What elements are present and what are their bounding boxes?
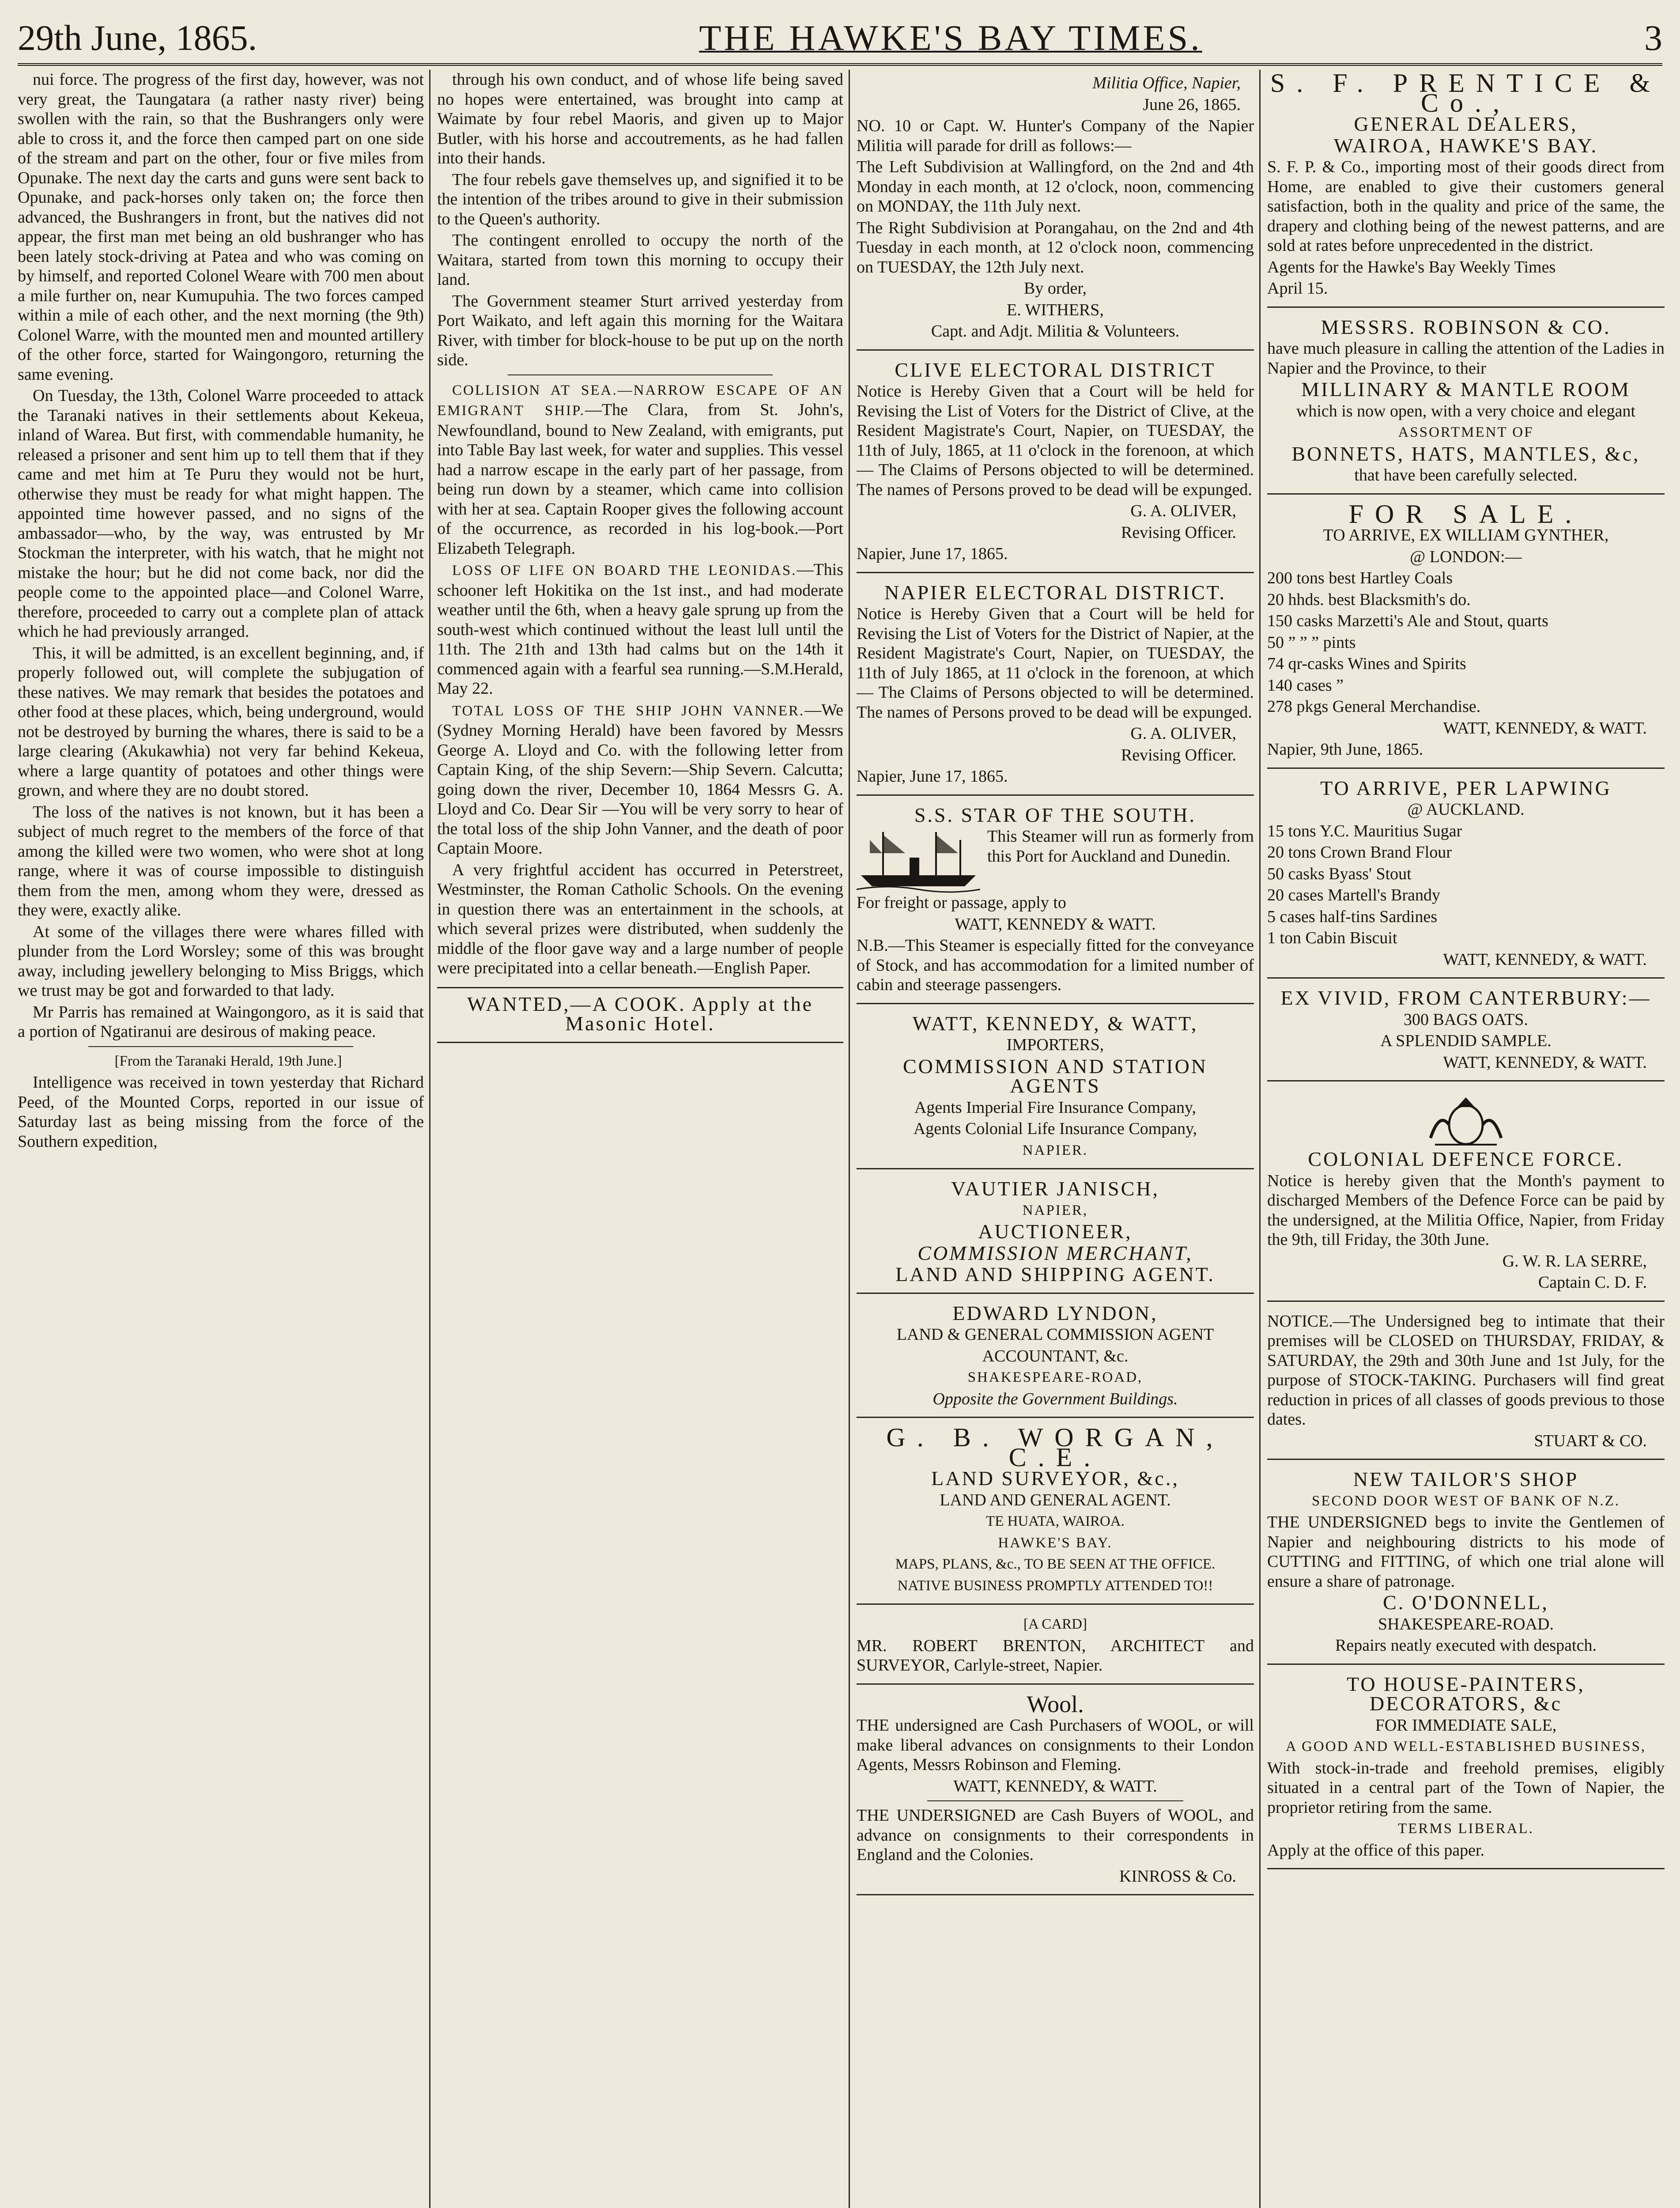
article-paragraph: The contingent enrolled to occupy the north of the Waitara, started from town this morning to occupy their land. (437, 231, 843, 289)
robinson-title: MESSRS. ROBINSON & CO. (1321, 315, 1611, 338)
napier-notice (857, 579, 1254, 796)
defence-body: Notice is hereby given that the Month's payment to discharged Members of the Defence Force can be paid by the undersigned, at the Militia Office, Napier, from Friday the 9th, till Friday, the 30th June. (1267, 1171, 1665, 1249)
defence-ad (1267, 1088, 1665, 1302)
militia-date: June 26, 1865. (1143, 95, 1241, 114)
vautier-card (857, 1176, 1254, 1294)
article-paragraph: The Government steamer Sturt arrived yesterday from Port Waikato, and left again this morning for the Waitara River, with timber for block-house to be put up on the north side. (437, 291, 843, 369)
lapwing-item: 1 ton Cabin Biscuit (1267, 929, 1397, 947)
clive-notice (857, 357, 1254, 573)
article-paragraph: The four rebels gave themselves up, and signified it to be the intention of the tribes around to give in their submission to the Queen's authority. (437, 170, 843, 228)
vautier-l1: VAUTIER JANISCH, (951, 1177, 1160, 1200)
napier-body: Notice is Hereby Given that a Court will be held for Revising the List of Voters for the District of Napier, at the Resident Magistrate's Court, Napier, on TUESDAY, the 11th of July 1865, at 11 o'clock in the forenoon, at which— The Claims of Persons objected to will be determined. The names of Persons proved to be dead will be expunged. (857, 605, 1254, 722)
wkw-l3: COMMISSION AND STATION AGENTS (902, 1055, 1208, 1097)
column-rule (1259, 70, 1261, 2208)
lapwing-ad (1267, 775, 1665, 979)
worgan-l2: LAND SURVEYOR, &c., (931, 1467, 1179, 1490)
painters-ad (1267, 1671, 1665, 1870)
steamer-body: This Steamer will run as formerly from this Port for Auckland and Dunedin. (987, 827, 1254, 866)
wool-sig2: KINROSS & Co. (1119, 1867, 1236, 1886)
story-body: —The Clara, from St. John's, Newfoundland, bound to New Zealand, with emigrants, put into Table Bay last week, for water and supplies. This vessel had a narrow escape in the early part of her passage, from being run down by a steamer, which came into collision with her at sea. Captain Rooper gives the following account of the occurrence, as recorded in his log-book.—Port Elizabeth Telegraph. (437, 401, 843, 558)
sale-item: 50 ” ” ” pints (1267, 633, 1356, 652)
royal-crest-icon (1422, 1094, 1510, 1147)
divider (88, 1046, 353, 1047)
vautier-l5: LAND AND SHIPPING AGENT. (895, 1263, 1215, 1285)
worgan-l4: TE HUATA, WAIROA. (986, 1513, 1125, 1529)
masthead (18, 12, 1662, 66)
sale-item: 20 hhds. best Blacksmith's do. (1267, 590, 1471, 609)
column-rule (429, 70, 430, 2208)
napier-sig: G. A. OLIVER, (1130, 724, 1236, 743)
militia-p2: The Right Subdivision at Porangahau, on the 2nd and 4th Tuesday in each month, at 12 o'clock noon, commencing on TUESDAY, the 12th July next. (857, 218, 1254, 276)
robinson-l4: ASSORTMENT OF (1398, 424, 1534, 440)
steamer-title: S.S. STAR OF THE SOUTH. (914, 803, 1197, 826)
stocktaking-notice (1267, 1308, 1665, 1460)
painters-title: TO HOUSE-PAINTERS, DECORATORS, &c (1347, 1672, 1585, 1715)
steamer-row (857, 827, 1254, 893)
for-sale-ad (1267, 501, 1665, 769)
robinson-l5: BONNETS, HATS, MANTLES, &c, (1291, 442, 1640, 465)
steamer-nb: N.B.—This Steamer is especially fitted for the conveyance of Stock, and has accommodation for a limited number of cabin and steerage passengers. (857, 936, 1254, 994)
lapwing-item: 15 tons Y.C. Mauritius Sugar (1267, 821, 1462, 840)
tailor-addr: SHAKESPEARE-ROAD. (1378, 1614, 1554, 1633)
tailor-l3: Repairs neatly executed with despatch. (1335, 1636, 1597, 1655)
for-sale-title: FOR SALE. (1348, 499, 1583, 529)
article-paragraph: nui force. The progress of the first day, however, was not very great, the Taungatara (a rather nasty river) being swollen with the rain, so that the Bushrangers only were able to cross it, and the force then camped part on one side of the stream and part on the other, four or five miles from Opunake. The next day the carts and guns were sent back to Opunake, and pack-horses only taken on; the force then advanced, the Bushrangers in front, but the natives did not appear, the first man met being an old bushranger who has been lately stock-driving at Patea and who was coming on by himself, and reported Colonel Weare with 700 men about a mile further on, near Kumupuhia. The two forces camped within a mile of each other, and the next morning (the 9th) Colonel Warre, with the mounted men and mounted artillery of the other force, started for Waingongoro, returning the same evening. (18, 70, 424, 384)
lapwing-sig: WATT, KENNEDY, & WATT. (1443, 950, 1647, 969)
newspaper-title: THE HAWKE'S BAY TIMES. (699, 17, 1202, 58)
for-sale-l2: @ LONDON:— (1410, 547, 1522, 566)
wkw-l5: Agents Colonial Life Insurance Company, (913, 1119, 1197, 1138)
clive-title: CLIVE ELECTORAL DISTRICT (895, 358, 1216, 381)
column-2-news (437, 70, 843, 2208)
tailor-name: C. O'DONNELL, (1383, 1591, 1549, 1614)
steamer-line: For freight or passage, apply to (857, 893, 1066, 912)
lyndon-l1: EDWARD LYNDON, (952, 1301, 1158, 1324)
lapwing-item: 50 casks Byass' Stout (1267, 864, 1412, 883)
lapwing-item: 5 cases half-tins Sardines (1267, 907, 1438, 926)
wool-title: Wool. (1027, 1690, 1084, 1717)
lyndon-l4: SHAKESPEARE-ROAD, (967, 1369, 1143, 1385)
vautier-l4: COMMISSION MERCHANT, (917, 1241, 1193, 1264)
wanted-ad (437, 987, 843, 1043)
painters-apply: Apply at the office of this paper. (1267, 1841, 1485, 1860)
clive-sig2: Revising Officer. (1121, 523, 1236, 542)
vivid-l3: A SPLENDID SAMPLE. (1380, 1032, 1552, 1050)
issue-date: 29th June, 1865. (18, 17, 257, 58)
painters-l3: A GOOD AND WELL-ESTABLISHED BUSINESS, (1285, 1739, 1646, 1754)
militia-sig: E. WITHERS, (1007, 300, 1104, 319)
article-paragraph: Intelligence was received in town yesterday that Richard Peed, of the Mounted Corps, reported in our issue of Saturday last as being missing from the force of the Southern expedition, (18, 1073, 424, 1151)
vivid-title: EX VIVID, FROM CANTERBURY:— (1280, 987, 1651, 1009)
brenton-card (857, 1611, 1254, 1685)
lapwing-item: 20 tons Crown Brand Flour (1267, 843, 1452, 862)
wool-body: THE undersigned are Cash Purchasers of WOOL, or will make liberal advances on consignments to their London Agents, Messrs Robinson and Fleming. (857, 1716, 1254, 1774)
sale-item: 150 casks Marzetti's Ale and Stout, quarts (1267, 612, 1548, 630)
defence-title: COLONIAL DEFENCE FORCE. (1308, 1148, 1624, 1170)
painters-body: With stock-in-trade and freehold premises, eligibly situated in a central part of the Town of Napier, the proprietor retiring from the same. (1267, 1758, 1665, 1817)
vivid-l2: 300 BAGS OATS. (1404, 1010, 1528, 1029)
prentice-ad (1267, 70, 1665, 308)
story-title: TOTAL LOSS OF THE SHIP JOHN VANNER. (452, 703, 805, 719)
clive-date: Napier, June 17, 1865. (857, 544, 1008, 563)
worgan-l6: MAPS, PLANS, &c., TO BE SEEN AT THE OFFICE. (895, 1556, 1216, 1572)
lapwing-l2: @ AUCKLAND. (1407, 800, 1525, 819)
lyndon-l2: LAND & GENERAL COMMISSION AGENT (896, 1325, 1214, 1344)
prentice-body: S. F. P. & Co., importing most of their goods direct from Home, are enabled to give their customers general satisfaction, both in the quality and price of the same, the drapery and clothing being of the newest patterns, and are sold at rates before unprecedented in the district. (1267, 158, 1665, 255)
steamship-icon (857, 827, 980, 893)
divider (927, 1800, 1183, 1801)
defence-sig2: Captain C. D. F. (1538, 1273, 1647, 1292)
militia-notice (857, 70, 1254, 351)
article-paragraph: At some of the villages there were whares filled with plunder from the Lord Worsley; some of this was brought away, including jewellery belonging to Miss Briggs, which we trust may be got and forwarded to that lady. (18, 922, 424, 1000)
defence-sig: G. W. R. LA SERRE, (1502, 1251, 1647, 1270)
prentice-agents: Agents for the Hawke's Bay Weekly Times (1267, 257, 1556, 276)
militia-office: Militia Office, Napier, (1092, 74, 1241, 92)
column-4-ads (1267, 70, 1665, 2208)
robinson-l3: which is now open, with a very choice and elegant (1296, 401, 1636, 420)
vautier-l2: NAPIER, (1022, 1202, 1088, 1218)
militia-sig2: Capt. and Adjt. Militia & Volunteers. (931, 322, 1180, 340)
painters-terms: TERMS LIBERAL. (1398, 1821, 1534, 1837)
column-rule (849, 70, 850, 2208)
story-title: LOSS OF LIFE ON BOARD THE LEONIDAS. (452, 563, 797, 578)
article-paragraph: through his own conduct, and of whose life being saved no hopes were entertained, was brought into camp at Waimate by four rebel Maoris, and given up to Major Butler, with his horse and accoutrements, as he had fallen into their hands. (437, 70, 843, 167)
article-paragraph: This, it will be admitted, is an excellent beginning, and, if properly followed out, will complete the subjugation of these natives. We may remark that besides the potatoes and other food at these places, which, being underground, would not be destroyed by burning the whares, there is said to be a large clearing (Akukawhia) not very far behind Kekeua, where a large quantity of potatoes and other things were grown, and where they are no doubt stored. (18, 643, 424, 800)
tailor-title: NEW TAILOR'S SHOP (1353, 1468, 1579, 1490)
story-title: COLLISION AT SEA.—NARROW ESCAPE OF AN EMIGRANT SHIP. (437, 382, 843, 419)
lapwing-title: TO ARRIVE, PER LAPWING (1320, 776, 1612, 799)
lyndon-l5: Opposite the Government Buildings. (932, 1389, 1178, 1408)
divider (508, 374, 773, 375)
wool-ad (857, 1691, 1254, 1896)
clive-sig: G. A. OLIVER, (1130, 502, 1236, 520)
napier-sig2: Revising Officer. (1121, 745, 1236, 764)
worgan-l1: G. B. WORGAN, C.E. (886, 1423, 1224, 1472)
worgan-card (857, 1424, 1254, 1605)
column-1-news (18, 70, 424, 2208)
leonidas-story (437, 560, 843, 699)
wkw-card (857, 1010, 1254, 1170)
prentice-l3: WAIROA, HAWKE'S BAY. (1333, 134, 1598, 157)
lapwing-item: 20 cases Martell's Brandy (1267, 886, 1441, 904)
article-paragraph: Mr Parris has remained at Waingongoro, as it is said that a portion of Ngatiranui are desirous of making peace. (18, 1002, 424, 1041)
wool-sig: WATT, KENNEDY, & WATT. (953, 1777, 1157, 1796)
wkw-l2: IMPORTERS, (1006, 1036, 1104, 1054)
steamer-agent: WATT, KENNEDY & WATT. (955, 915, 1156, 934)
brenton-body: MR. ROBERT BRENTON, ARCHITECT and SURVEYOR, Carlyle-street, Napier. (857, 1636, 1254, 1675)
story-body: —This schooner left Hokitika on the 1st inst., and had moderate weather until the 6th, when a heavy gale sprung up from the south-west which continued without the least lull until the 11th. The 21th and 13th had calms but on the 14th it commenced again with a fearful sea running.—S.M.Herald, May 22. (437, 560, 843, 698)
worgan-l3: LAND AND GENERAL AGENT. (940, 1490, 1171, 1509)
for-sale-sig: WATT, KENNEDY, & WATT. (1443, 718, 1647, 737)
vivid-ad (1267, 985, 1665, 1081)
robinson-l2: MILLINARY & MANTLE ROOM (1301, 378, 1631, 401)
worgan-l7: NATIVE BUSINESS PROMPTLY ATTENDED TO!! (897, 1577, 1213, 1594)
steamer-ad (857, 802, 1254, 1004)
brenton-card-label: [A CARD] (1023, 1616, 1087, 1632)
lyndon-l3: ACCOUNTANT, &c. (982, 1346, 1129, 1365)
prentice-title: S. F. PRENTICE & Co., (1270, 70, 1662, 117)
for-sale-l1: TO ARRIVE, EX WILLIAM GYNTHER, (1323, 526, 1609, 544)
vautier-l3: AUCTIONEER, (978, 1220, 1133, 1243)
tailor-ad (1267, 1466, 1665, 1665)
notice-body: NOTICE.—The Undersigned beg to intimate that their premises will be CLOSED on THURSDAY, FRIDAY, & SATURDAY, the 29th and 30th June and 1st July, for the purpose of STOCK-TAKING. Purchasers will find great reduction in prices of all classes of goods previous to those dates. (1267, 1312, 1665, 1429)
story-body: —We (Sydney Morning Herald) have been favored by Messrs George A. Lloyd and Co. with the following letter from Captain King, of the ship Severn:—Ship Severn. Calcutta; going down the river, December 10, 1864 Messrs G. A. Lloyd and Co. Dear Sir —You will be very sorry to hear of the total loss of the ship John Vanner, and the death of poor Captain Moore. (437, 700, 843, 858)
vivid-sig: WATT, KENNEDY, & WATT. (1443, 1053, 1647, 1072)
collision-story (437, 380, 843, 559)
article-paragraph: A very frightful accident has occurred in Peterstreet, Westminster, the Roman Catholic Schools. On the evening in question there was an entertainment in the schools, at which several prizes were distributed, when suddenly the middle of the floor gave way and a large number of people were precipitated into a cellar beneath.—English Paper. (437, 860, 843, 977)
napier-title: NAPIER ELECTORAL DISTRICT. (884, 581, 1226, 604)
wkw-l1: WATT, KENNEDY, & WATT, (912, 1012, 1198, 1035)
wanted-text: WANTED,—A COOK. Apply at the Masonic Hotel. (467, 992, 814, 1035)
clive-body: Notice is Hereby Given that a Court will be held for Revising the List of Voters for the District of Clive, at the Resident Magistrate's Court, Napier, on TUESDAY, the 11th of July, 1865, at 11 o'clock in the forenoon, at which— The Claims of Persons objected to will be determined. The names of Persons proved to be dead will be expunged. (857, 382, 1254, 499)
militia-by: By order, (1024, 279, 1087, 298)
sale-item: 140 cases ” (1267, 676, 1344, 695)
militia-body: NO. 10 or Capt. W. Hunter's Company of the Napier Militia will parade for drill as follows:— (857, 117, 1254, 155)
tailor-l2: SECOND DOOR WEST OF BANK OF N.Z. (1311, 1493, 1620, 1509)
wool-body2: THE UNDERSIGNED are Cash Buyers of WOOL, and advance on consignments to their correspondents in England and the Colonies. (857, 1806, 1254, 1864)
sale-item: 200 tons best Hartley Coals (1267, 569, 1453, 587)
source-note: [From the Taranaki Herald, 19th June.] (114, 1053, 342, 1069)
vanner-story (437, 700, 843, 858)
robinson-ad (1267, 314, 1665, 495)
sale-item: 74 qr-casks Wines and Spirits (1267, 654, 1466, 673)
robinson-body: have much pleasure in calling the attention of the Ladies in Napier and the Province, to their (1267, 339, 1665, 378)
sale-item: 278 pkgs General Merchandise. (1267, 697, 1481, 716)
worgan-l5: HAWKE'S BAY. (998, 1535, 1113, 1551)
militia-p1: The Left Subdivision at Wallingford, on the 2nd and 4th Monday in each month, at 12 o'clock, noon, commencing on MONDAY, the 11th July next. (857, 158, 1254, 216)
wkw-l4: Agents Imperial Fire Insurance Company, (914, 1098, 1197, 1117)
article-paragraph: On Tuesday, the 13th, Colonel Warre proceeded to attack the Taranaki natives in their settlements about Kekeua, inland of Warea. But first, with commendable humanity, he released a prisoner and sent him up to tell them that if they came and met him at Te Puru they would not be hurt, otherwise they must be ready for what might happen. The appointed time however passed, and no signs of the ambassador—who, by the way, was entrusted by Mr Stockman the interpreter, with his watch, that he might not mistake the hour; but he did not come back, nor did the people come to the appointed place—and Colonel Warre, therefore, proceeded to carry out a complete plan of attack which he had previously arranged. (18, 386, 424, 641)
for-sale-date: Napier, 9th June, 1865. (1267, 740, 1423, 759)
lyndon-card (857, 1300, 1254, 1418)
wkw-l6: NAPIER. (1022, 1142, 1088, 1158)
napier-date: Napier, June 17, 1865. (857, 767, 1008, 786)
column-3-ads (857, 70, 1254, 2208)
prentice-l2: GENERAL DEALERS, (1354, 113, 1578, 135)
tailor-body: THE UNDERSIGNED begs to invite the Gentlemen of Napier and neighbouring districts to his mode of CUTTING and FITTING, of which one trial alone will ensure a share of patronage. (1267, 1513, 1665, 1591)
robinson-l6: that have been carefully selected. (1354, 466, 1578, 484)
painters-l2: FOR IMMEDIATE SALE, (1375, 1716, 1557, 1735)
notice-sig: STUART & CO. (1534, 1431, 1647, 1450)
prentice-date: April 15. (1267, 279, 1328, 298)
article-paragraph: The loss of the natives is not known, but it has been a subject of much regret to the members of the force of that among the killed were two women, who were shot at long range, where it was of course impossible to distinguish them from the men, among whom they were, dressed as they were, exactly alike. (18, 802, 424, 919)
page-number: 3 (1644, 17, 1662, 58)
